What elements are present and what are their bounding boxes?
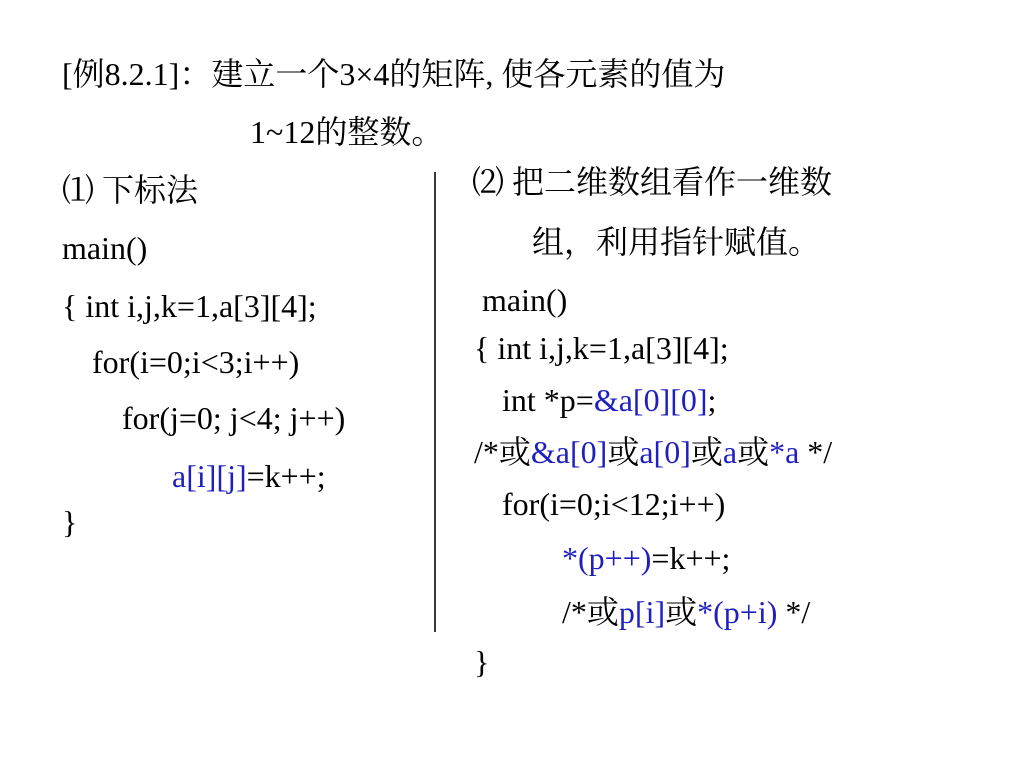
pointer-init-suffix: ; <box>707 382 717 418</box>
comment-2-alt-b: *(p+i) <box>697 594 778 630</box>
left-assign-rest: =k++; <box>246 458 326 494</box>
left-assign-target: a[i][j] <box>172 458 247 494</box>
comment-1-alt-d: *a <box>769 434 800 470</box>
comment-2-open: /*或 <box>562 594 619 630</box>
comment-1-close: */ <box>799 434 833 470</box>
comment-1-open: /*或 <box>474 434 531 470</box>
title-line-2: 1~12的整数。 <box>250 114 444 150</box>
comment-1-or-a: 或 <box>607 434 640 470</box>
right-code-decl: { int i,j,k=1,a[3][4]; <box>474 330 729 366</box>
comment-2-close: */ <box>777 594 811 630</box>
right-heading-line-1: ⑵ 把二维数组看作一维数 <box>472 164 833 200</box>
left-code-for-j: for(j=0; j<4; j++) <box>122 400 346 436</box>
comment-1-alt-b: a[0] <box>639 434 691 470</box>
left-code-decl: { int i,j,k=1,a[3][4]; <box>62 288 317 324</box>
comment-1-or-c: 或 <box>737 434 770 470</box>
comment-1-alt-a: &a[0] <box>530 434 608 470</box>
left-code-for-i: for(i=0;i<3;i++) <box>92 344 300 380</box>
right-code-pointer-init <box>502 380 716 420</box>
left-heading: ⑴ 下标法 <box>62 172 199 208</box>
deref-rest: =k++; <box>651 540 731 576</box>
comment-2-or: 或 <box>665 594 698 630</box>
left-code-close: } <box>62 504 78 540</box>
right-code-main: main() <box>482 282 568 318</box>
title-line-1: [例8.2.1]：建立一个3×4的矩阵, 使各元素的值为 <box>62 56 726 92</box>
right-code-comment-1 <box>474 432 832 472</box>
comment-1-or-b: 或 <box>690 434 723 470</box>
right-heading-line-2: 组，利用指针赋值。 <box>532 224 821 260</box>
deref-expression: *(p++) <box>562 540 652 576</box>
right-code-deref-assign <box>562 538 730 578</box>
comment-2-alt-a: p[i] <box>618 594 666 630</box>
pointer-init-prefix: int *p= <box>502 382 594 418</box>
left-code-assign <box>172 456 326 496</box>
right-code-close: } <box>474 644 490 680</box>
column-divider <box>434 172 436 632</box>
comment-1-alt-c: a <box>722 434 738 470</box>
pointer-init-value: &a[0][0] <box>593 382 708 418</box>
right-code-for-i: for(i=0;i<12;i++) <box>502 486 726 522</box>
left-code-main: main() <box>62 230 148 266</box>
right-code-comment-2 <box>562 592 810 632</box>
